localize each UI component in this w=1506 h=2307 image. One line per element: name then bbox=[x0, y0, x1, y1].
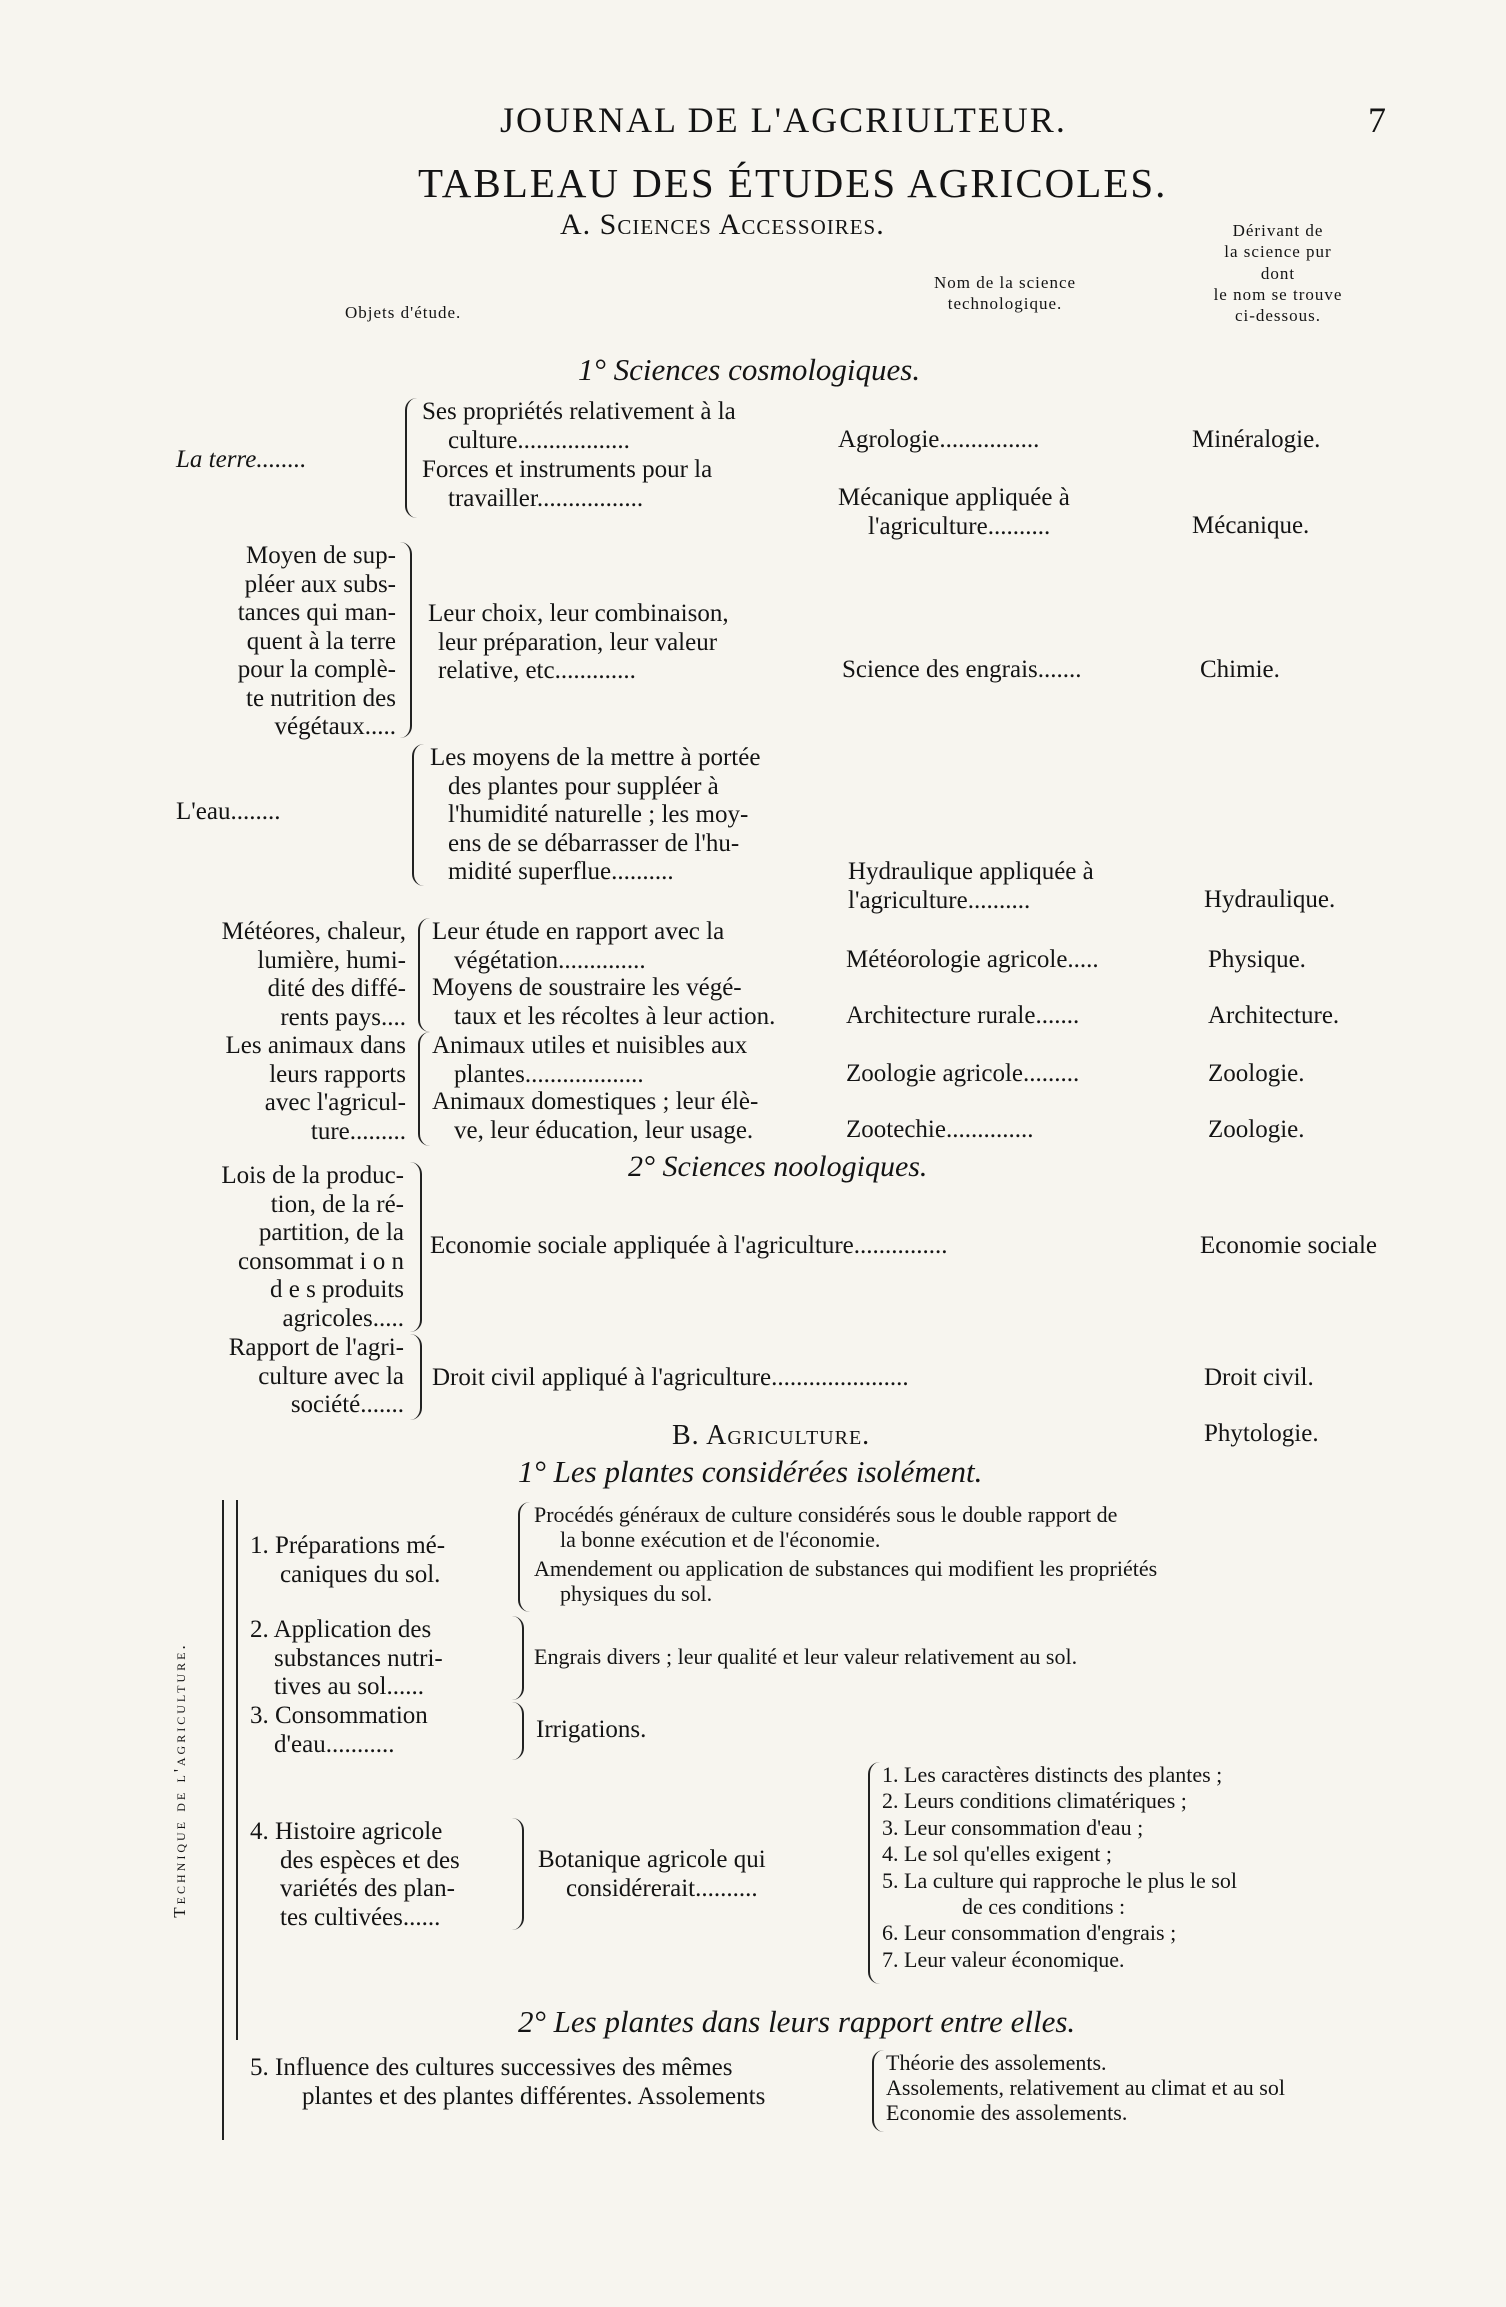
objet-meteores: Météores, chaleur, lumière, humi- dité des diffé- rents pays.... bbox=[221, 918, 406, 1031]
outer-brace bbox=[222, 1500, 224, 2140]
vertical-technique-label: Technique de l'agriculture. bbox=[170, 1642, 189, 1918]
col-nom-heading: Nom de la science technologique. bbox=[933, 273, 1077, 314]
objet-eau: L'eau........ bbox=[176, 798, 281, 825]
brace bbox=[410, 1162, 422, 1332]
nom-zootechie: Zootechie.............. bbox=[846, 1116, 1034, 1143]
item-4-list: 1. Les caractères distincts des plantes ; 2. Leurs conditions climatériques ; 3. Leur consommation d'eau ; 4. Le sol qu'elles exigent ; 5. La culture qui rapproche le plus le sol de ces conditions : 6. Leur consommation d'engrais ; 7. Leur valeur économique. bbox=[882, 1762, 1237, 1972]
nom-zoologie: Zoologie agricole......... bbox=[846, 1060, 1080, 1087]
science-zoologie-2: Zoologie. bbox=[1208, 1116, 1305, 1143]
brace bbox=[512, 1616, 524, 1700]
science-architecture: Architecture. bbox=[1208, 1002, 1340, 1029]
item-5-list: Théorie des assolements. Assolements, relativement au climat et au sol Economie des assolements. bbox=[886, 2050, 1285, 2126]
desc-meteo-1: Leur étude en rapport avec la végétation.............. bbox=[432, 918, 725, 974]
brace bbox=[412, 744, 424, 886]
item-1-b: Amendement ou application de substances qui modifient les propriétés physiques du sol. bbox=[534, 1556, 1158, 1607]
brace bbox=[868, 1762, 880, 1984]
brace bbox=[400, 542, 412, 738]
subsection-noologiques: 2° Sciences noologiques. bbox=[628, 1150, 928, 1183]
item-1: 1. Préparations mé- caniques du sol. bbox=[250, 1532, 446, 1588]
page-title: TABLEAU DES ÉTUDES AGRICOLES. bbox=[418, 160, 1168, 206]
item-3: 3. Consommation d'eau........... bbox=[250, 1702, 428, 1758]
section-b-right: Phytologie. bbox=[1204, 1420, 1319, 1447]
running-title: JOURNAL DE L'AGCRIULTEUR. bbox=[500, 100, 1067, 140]
science-mineralogie: Minéralogie. bbox=[1192, 426, 1321, 453]
nom-droit-civil: Droit civil appliqué à l'agriculture...................... bbox=[432, 1364, 909, 1391]
science-zoologie: Zoologie. bbox=[1208, 1060, 1305, 1087]
brace bbox=[410, 1334, 422, 1420]
nom-engrais: Science des engrais....... bbox=[842, 656, 1082, 683]
objet-lois: Lois de la produc- tion, de la ré- partition, de la consommat i o n d e s produits agricoles..... bbox=[221, 1162, 404, 1332]
subsection-rapports: 2° Les plantes dans leurs rapport entre elles. bbox=[518, 2004, 1076, 2039]
science-economie-sociale: Economie sociale bbox=[1200, 1232, 1378, 1259]
desc-terre-2: Forces et instruments pour la travailler................. bbox=[422, 456, 713, 512]
brace bbox=[512, 1818, 524, 1930]
nom-mecanique: Mécanique appliquée à l'agriculture.......... bbox=[838, 484, 1070, 540]
nom-meteorologie: Météorologie agricole..... bbox=[846, 946, 1099, 973]
brace bbox=[405, 398, 417, 518]
desc-eau: Les moyens de la mettre à portée des plantes pour suppléer à l'humidité naturelle ; les moy- ens de se débarrasser de l'hu- midité superflue.......... bbox=[430, 744, 761, 885]
item-2-a: Engrais divers ; leur qualité et leur valeur relativement au sol. bbox=[534, 1644, 1078, 1669]
objet-rapport: Rapport de l'agri- culture avec la société....... bbox=[228, 1334, 404, 1418]
brace bbox=[518, 1502, 530, 1612]
col-objets-heading: Objets d'étude. bbox=[345, 303, 462, 322]
science-hydraulique: Hydraulique. bbox=[1204, 886, 1336, 913]
brace bbox=[512, 1702, 524, 1760]
brace bbox=[418, 1032, 430, 1146]
brace bbox=[418, 918, 430, 1032]
science-chimie: Chimie. bbox=[1200, 656, 1280, 683]
desc-animaux-2: Animaux domestiques ; leur élè- ve, leur éducation, leur usage. bbox=[432, 1088, 759, 1144]
objet-moyen: Moyen de sup- pléer aux subs- tances qui man- quent à la terre pour la complè- te nutrition des végétaux..... bbox=[237, 542, 396, 740]
science-mecanique: Mécanique. bbox=[1192, 512, 1310, 539]
desc-terre-1: Ses propriétés relativement à la culture.................. bbox=[422, 398, 736, 454]
science-droit-civil: Droit civil. bbox=[1204, 1364, 1314, 1391]
subsection-isolement: 1° Les plantes considérées isolément. bbox=[518, 1454, 983, 1489]
nom-architecture: Architecture rurale....... bbox=[846, 1002, 1080, 1029]
desc-animaux-1: Animaux utiles et nuisibles aux plantes................... bbox=[432, 1032, 748, 1088]
objet-animaux: Les animaux dans leurs rapports avec l'agricul- ture......... bbox=[225, 1032, 406, 1145]
objet-terre: La terre........ bbox=[176, 446, 307, 473]
nom-hydraulique: Hydraulique appliquée à l'agriculture.......... bbox=[848, 858, 1094, 914]
item-5: 5. Influence des cultures successives des mêmes plantes et des plantes différentes. Assolements bbox=[250, 2054, 766, 2110]
science-physique: Physique. bbox=[1208, 946, 1306, 973]
inner-brace bbox=[236, 1500, 238, 2040]
col-derivant-heading: Dérivant de la science pur dont le nom se trouve ci-dessous. bbox=[1213, 221, 1343, 325]
nom-economie-sociale: Economie sociale appliquée à l'agriculture............... bbox=[430, 1232, 948, 1259]
item-3-a: Irrigations. bbox=[536, 1716, 647, 1743]
nom-agrologie: Agrologie................ bbox=[838, 426, 1040, 453]
brace bbox=[872, 2050, 884, 2132]
section-a-label: A. Sciences Accessoires. bbox=[560, 208, 885, 241]
section-b-label: B. Agriculture. bbox=[672, 1420, 871, 1451]
item-4-mid: Botanique agricole qui considérerait.......... bbox=[538, 1846, 766, 1902]
desc-moyen: Leur choix, leur combinaison, leur préparation, leur valeur relative, etc............. bbox=[428, 600, 729, 684]
item-4: 4. Histoire agricole des espèces et des variétés des plan- tes cultivées...... bbox=[250, 1818, 460, 1931]
subsection-cosmologiques: 1° Sciences cosmologiques. bbox=[578, 352, 921, 387]
page-number: 7 bbox=[1368, 100, 1388, 140]
item-1-a: Procédés généraux de culture considérés sous le double rapport de la bonne exécution et de l'économie. bbox=[534, 1502, 1118, 1553]
desc-meteo-2: Moyens de soustraire les végé- taux et les récoltes à leur action. bbox=[432, 974, 776, 1030]
item-2: 2. Application des substances nutri- tives au sol...... bbox=[250, 1616, 443, 1700]
